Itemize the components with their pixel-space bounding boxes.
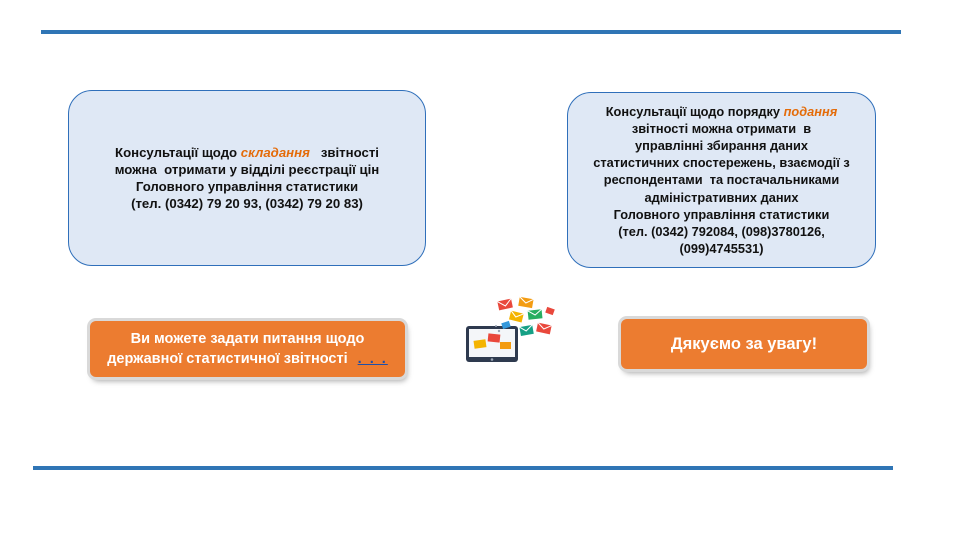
ask-button-line2: державної статистичної звітності xyxy=(107,351,348,367)
email-envelopes-tablet-icon xyxy=(464,296,564,366)
left-card-line4: (тел. (0342) 79 20 93, (0342) 79 20 83) xyxy=(131,196,363,211)
ask-button-line1: Ви можете задати питання щодо xyxy=(130,331,365,347)
right-card-line3: управлінні збирання даних xyxy=(635,137,808,153)
right-card-emphasis: подання xyxy=(783,103,838,119)
right-card-line9: (099)4745531) xyxy=(679,241,764,257)
left-card-emphasis: складання xyxy=(240,145,310,160)
top-divider xyxy=(41,30,901,34)
right-card-line6: адміністративних даних xyxy=(644,189,799,205)
consultation-submission-card xyxy=(567,92,876,268)
left-card-line3: Головного управління статистики xyxy=(135,179,359,194)
right-card-line2: звітності можна отримати в xyxy=(631,120,812,136)
bottom-divider xyxy=(33,466,893,470)
ask-question-button[interactable] xyxy=(90,321,405,377)
ask-more-link[interactable]: . . . xyxy=(357,351,388,367)
left-card-line2: можна отримати у відділі реєстрації цін xyxy=(114,162,380,177)
left-card-line1-post: звітності xyxy=(309,145,379,160)
thank-you-label: Дякуємо за увагу! xyxy=(670,334,818,353)
right-card-line8: (тел. (0342) 792084, (098)3780126, xyxy=(618,224,825,239)
right-card-line1-pre: Консультації щодо порядку xyxy=(605,103,784,119)
consultation-compiling-card xyxy=(68,90,426,266)
right-card-line5: респондентами та постачальниками xyxy=(603,172,840,188)
right-card-line7: Головного управління статистики xyxy=(613,206,830,222)
left-card-line1-pre: Консультації щодо xyxy=(115,145,241,160)
right-card-line4: статистичних спостережень, взаємодії з xyxy=(593,155,850,171)
thank-you-button[interactable] xyxy=(621,319,867,369)
